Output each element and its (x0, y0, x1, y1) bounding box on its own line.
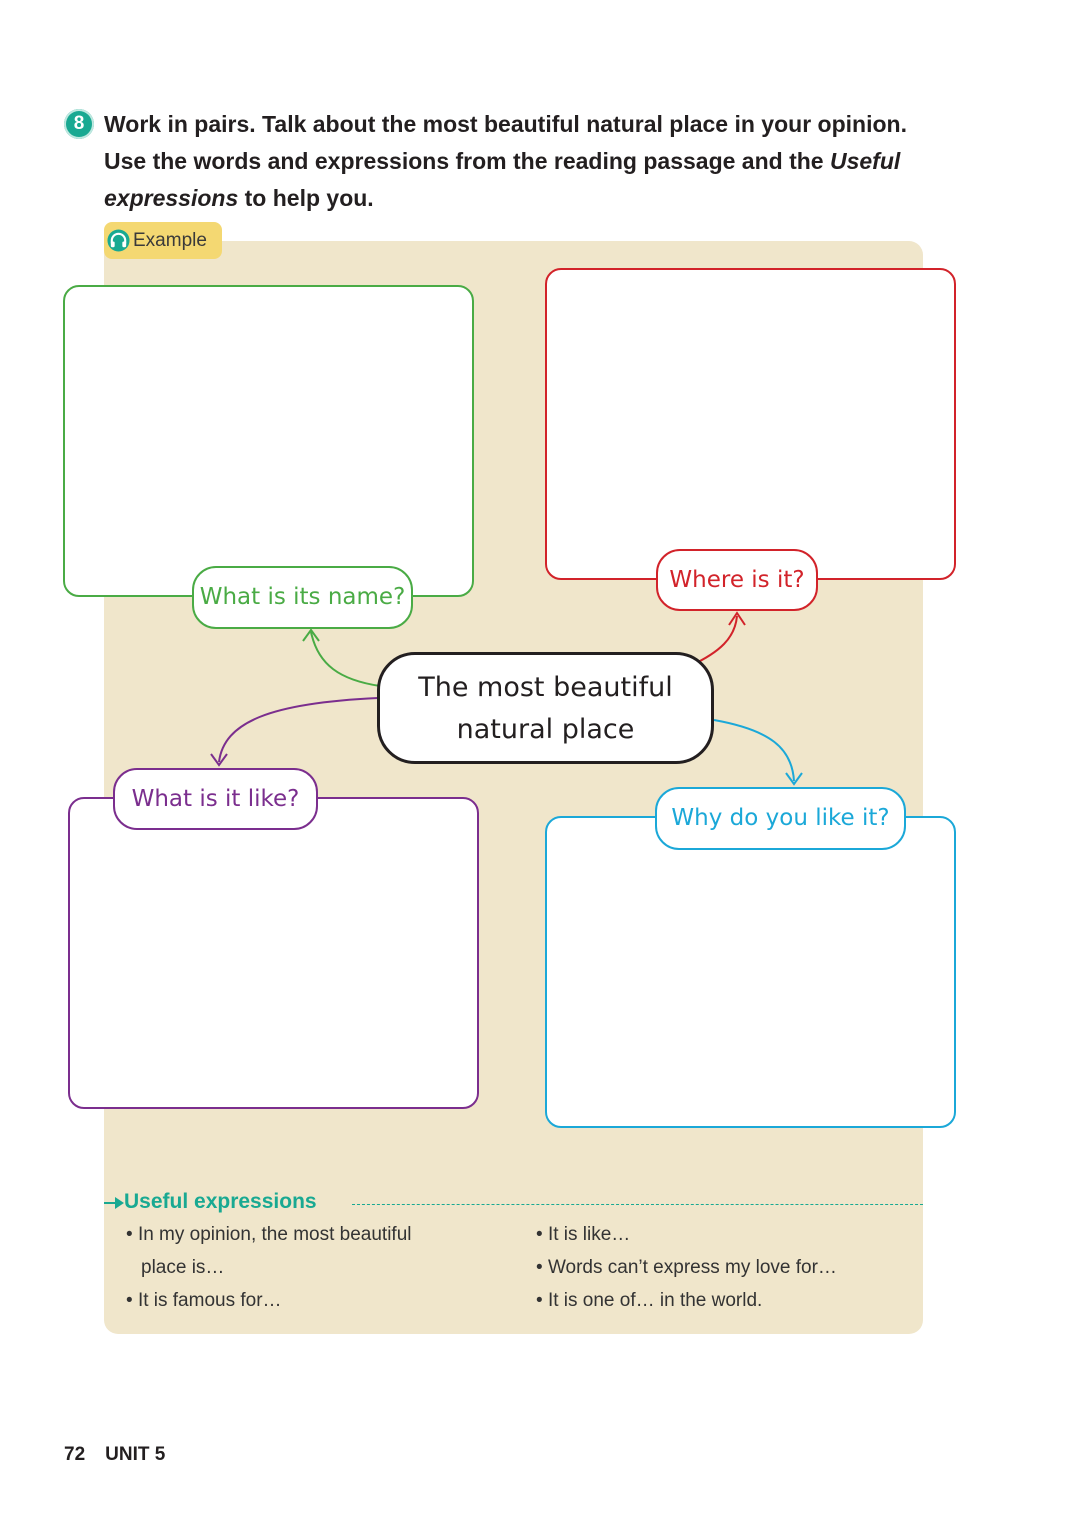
expressions-right-column (536, 1218, 916, 1317)
exercise-number-badge: 8 (64, 109, 94, 139)
question-name: What is its name? (192, 566, 413, 629)
expression-item: • Words can’t express my love for… (536, 1257, 837, 1278)
expressions-left-column (126, 1218, 516, 1317)
expression-item: • In my opinion, the most beautiful (126, 1224, 412, 1245)
expression-item: • It is famous for… (126, 1290, 282, 1311)
unit-label: UNIT 5 (105, 1444, 166, 1465)
useful-expressions-title: Useful expressions (124, 1190, 317, 1213)
instruction-line-2: Use the words and expressions from the reading passage and the Useful (104, 148, 901, 174)
page-footer (64, 1444, 165, 1466)
expression-item-continued: place is… (141, 1257, 225, 1278)
central-topic-line-1: The most beautiful (418, 672, 673, 703)
question-description: What is it like? (113, 768, 318, 830)
page-number: 72 (64, 1444, 86, 1465)
question-location: Where is it? (656, 549, 818, 611)
arrow-bullet-icon (104, 1196, 124, 1210)
instruction-line-1: Work in pairs. Talk about the most beautiful natural place in your opinion. (104, 111, 907, 137)
central-topic-line-2: natural place (456, 714, 635, 745)
useful-expressions-divider (352, 1204, 923, 1205)
arrow-to-description (219, 698, 378, 762)
arrow-to-reason (714, 720, 794, 781)
central-topic-bubble (377, 652, 714, 764)
expression-item: • It is one of… in the world. (536, 1290, 763, 1311)
example-label: Example (133, 230, 207, 251)
expression-item: • It is like… (536, 1224, 631, 1245)
instruction-line-3: expressions to help you. (104, 185, 374, 211)
arrow-to-name (311, 632, 380, 686)
question-reason: Why do you like it? (655, 787, 906, 850)
